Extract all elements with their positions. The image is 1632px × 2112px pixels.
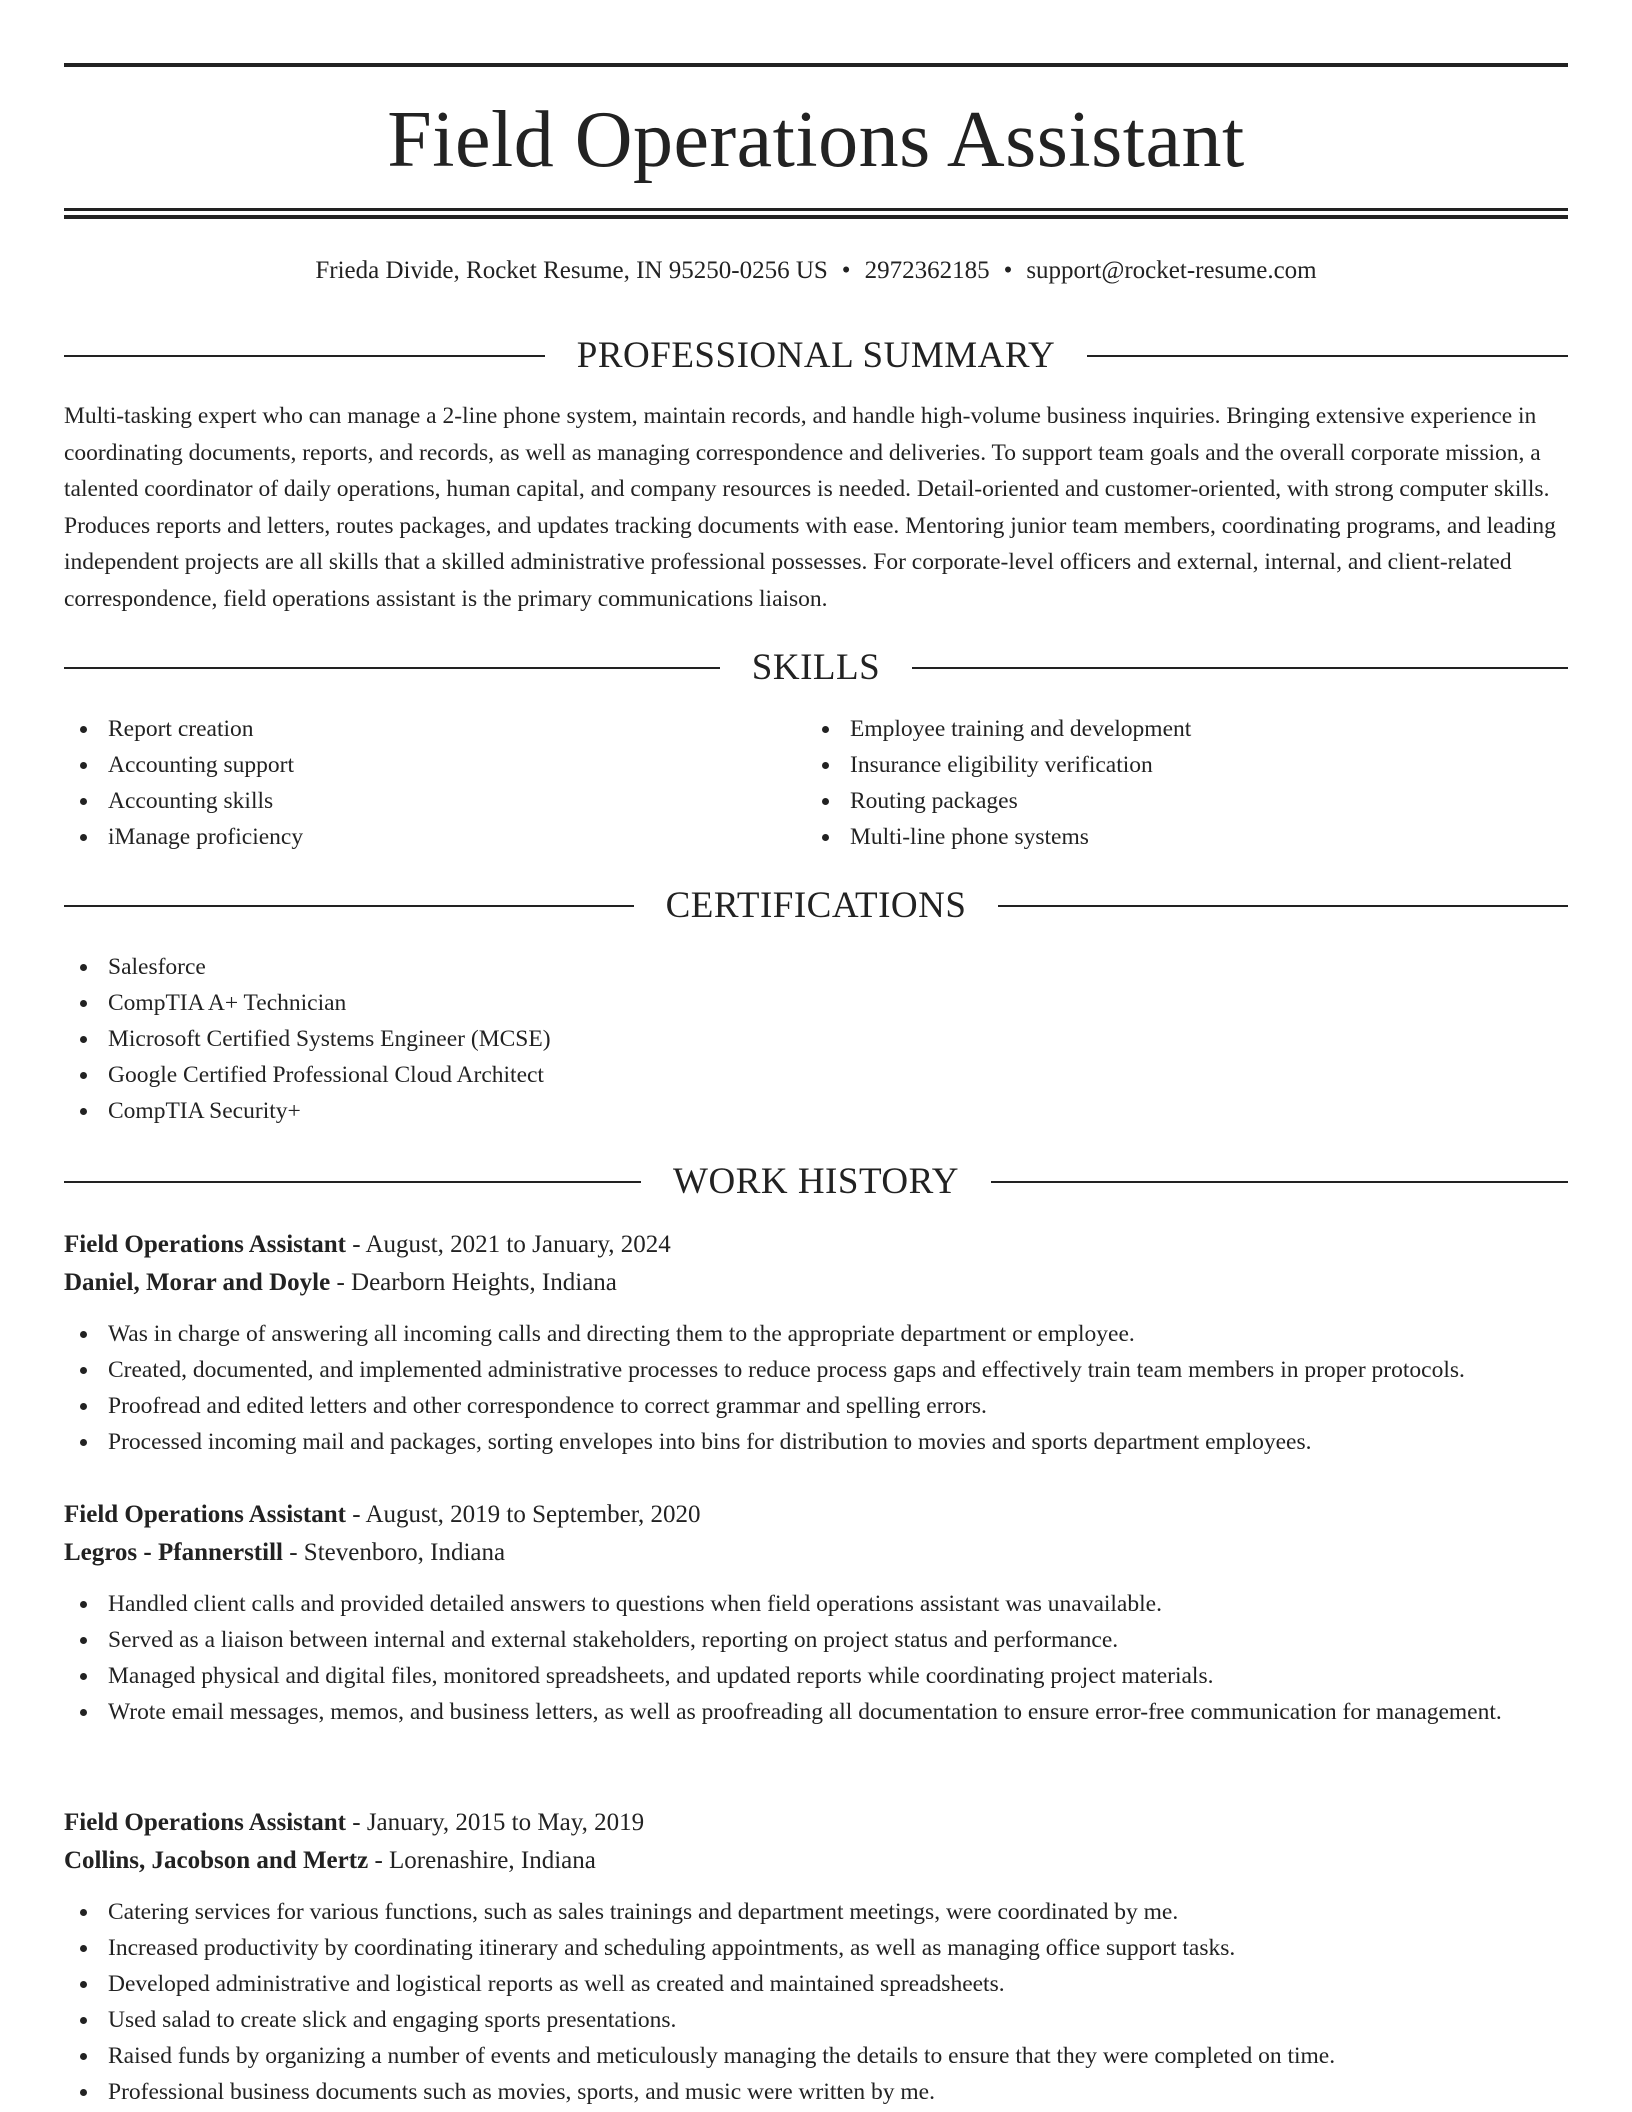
heading-rule [64,355,545,357]
certification-item: CompTIA Security+ [64,1093,1568,1129]
job-duty: Proofread and edited letters and other correspondence to correct grammar and spelling errors. [64,1388,1568,1424]
job-duties [64,1586,1568,1730]
job-location: Stevenboro, Indiana [303,1539,506,1566]
job-duty: Handled client calls and provided detailed answers to questions when field operations assistant was unavailable. [64,1586,1568,1622]
skills-list-left [64,711,806,855]
section-title: CERTIFICATIONS [665,885,967,926]
skill-item: Routing packages [806,783,1568,819]
contact-address: Frieda Divide, Rocket Resume, IN 95250-0256 US [315,257,828,284]
skill-item: Employee training and development [806,711,1568,747]
skill-item: iManage proficiency [64,819,806,855]
heading-rule [998,905,1568,907]
job-separator: - [368,1847,390,1874]
title-rule-lower [64,215,1568,219]
skill-item: Multi-line phone systems [806,819,1568,855]
skill-item: Insurance eligibility verification [806,747,1568,783]
skill-item: Report creation [64,711,806,747]
resume-page [64,0,1568,2112]
job-duty: Professional business documents such as movies, sports, and music were written by me. [64,2074,1568,2110]
skills-list-right [806,711,1568,855]
certification-item: Google Certified Professional Cloud Architect [64,1057,1568,1093]
job-duty: Managed physical and digital files, monitored spreadsheets, and updated reports while coordinating project materials. [64,1658,1568,1694]
job-company-line [64,1842,1568,1880]
job-company-line [64,1264,1568,1302]
job-title-line [64,1804,1568,1842]
page-title: Field Operations Assistant [387,96,1245,184]
job-separator: - [345,1809,367,1836]
contact-separator: • [1003,257,1013,284]
heading-rule [1087,355,1568,357]
job-title: Field Operations Assistant [64,1501,346,1528]
job-company: Legros - Pfannerstill [64,1539,283,1566]
certifications-list [64,949,1568,1129]
section-title: WORK HISTORY [673,1161,959,1202]
heading-rule [64,667,720,669]
skill-item: Accounting skills [64,783,806,819]
job-duty: Processed incoming mail and packages, sorting envelopes into bins for distribution to movies and sports department employees. [64,1424,1568,1460]
section-heading-summary [64,334,1568,378]
job-company: Daniel, Morar and Doyle [64,1269,331,1296]
job-duties [64,1894,1568,2110]
skill-item: Accounting support [64,747,806,783]
job-entry [64,1804,1568,2110]
section-heading-skills [64,646,1568,690]
job-duty: Catering services for various functions, such as sales trainings and department meetings, were coordinated by me. [64,1894,1568,1930]
job-title: Field Operations Assistant [64,1809,346,1836]
job-duty: Wrote email messages, memos, and business letters, as well as proofreading all documentation to ensure error-free communication for management. [64,1694,1568,1730]
job-location: Dearborn Heights, Indiana [351,1269,617,1296]
certification-item: Salesforce [64,949,1568,985]
job-separator: - [330,1269,352,1296]
job-duty: Developed administrative and logistical reports as well as created and maintained spreadsheets. [64,1966,1568,2002]
job-dates: August, 2021 to January, 2024 [365,1231,671,1258]
contact-line [64,254,1568,288]
job-entry [64,1496,1568,1730]
section-heading-certifications [64,884,1568,928]
job-duty: Increased productivity by coordinating itinerary and scheduling appointments, as well as managing office support tasks. [64,1930,1568,1966]
job-separator: - [345,1501,366,1528]
job-dates: August, 2019 to September, 2020 [365,1501,701,1528]
title-rule-upper [64,208,1568,211]
section-title: SKILLS [751,647,881,688]
certification-item: Microsoft Certified Systems Engineer (MCSE) [64,1021,1568,1057]
section-title: PROFESSIONAL SUMMARY [576,335,1056,376]
section-heading-work-history [64,1160,1568,1204]
summary-text: Multi-tasking expert who can manage a 2-line phone system, maintain records, and handle high-volume business inquiries. Bringing extensive experience in coordinating documents, reports, and records, as well as managing correspondence and deliveries. To support team goals and the overall corporate mission, a talented coordinator of daily operations, human capital, and company resources is needed. Detail-oriented and customer-oriented, with strong computer skills. Produces reports and letters, routes packages, and updates tracking documents with ease. Mentoring junior team members, coordinating programs, and leading independent projects are all skills that a skilled administrative professional possesses. For corporate-level officers and external, internal, and client-related correspondence, field operations assistant is the primary communications liaison. [64,403,1556,612]
job-duty: Raised funds by organizing a number of events and meticulously managing the details to ensure that they were completed on time. [64,2038,1568,2074]
job-duty: Created, documented, and implemented administrative processes to reduce process gaps and effectively train team members in proper protocols. [64,1352,1568,1388]
job-location: Lorenashire, Indiana [389,1847,596,1874]
job-separator: - [282,1539,304,1566]
certification-item: CompTIA A+ Technician [64,985,1568,1021]
job-separator: - [345,1231,366,1258]
top-rule [64,63,1568,67]
job-duty: Served as a liaison between internal and external stakeholders, reporting on project status and performance. [64,1622,1568,1658]
heading-rule [64,905,634,907]
job-duty: Was in charge of answering all incoming calls and directing them to the appropriate department or employee. [64,1316,1568,1352]
contact-phone: 2972362185 [864,257,990,284]
job-dates: January, 2015 to May, 2019 [366,1809,645,1836]
heading-rule [991,1181,1568,1183]
contact-email: support@rocket-resume.com [1026,257,1317,284]
contact-separator: • [841,257,851,284]
job-company: Collins, Jacobson and Mertz [64,1847,369,1874]
heading-rule [64,1181,641,1183]
job-entry [64,1226,1568,1460]
heading-rule [912,667,1568,669]
job-title-line [64,1226,1568,1264]
job-title-line [64,1496,1568,1534]
job-duty: Used salad to create slick and engaging sports presentations. [64,2002,1568,2038]
job-company-line [64,1534,1568,1572]
job-duties [64,1316,1568,1460]
job-title: Field Operations Assistant [64,1231,346,1258]
